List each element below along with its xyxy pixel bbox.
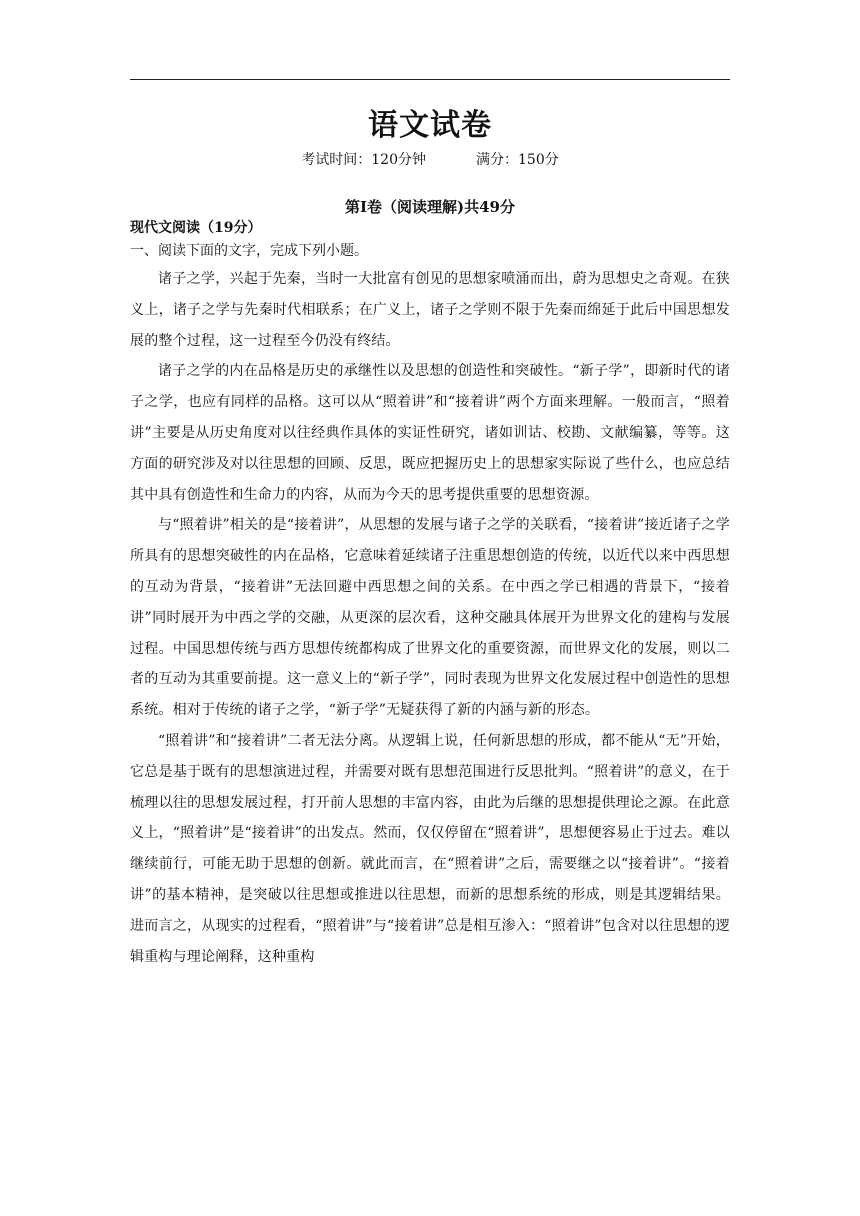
passage-paragraph: 与“照着讲”相关的是“接着讲”，从思想的发展与诸子之学的关联看，“接着讲”接近诸子之学所具有的思想突破性的内在品格，它意味着延续诸子注重思想创造的传统，以近代以来中西思想的互动为背景，“接着讲”无法回避中西思想之间的关系。在中西之学已相遇的背景下，“接着讲”同时展开为中西之学的交融，从更深的层次看，这种交融具体展开为世界文化的建构与发展过程。中国思想传统与西方思想传统都构成了世界文化的重要资源，而世界文化的发展，则以二者的互动为其重要前提。这一意义上的“新子学”，同时表现为世界文化发展过程中创造性的思想系统。相对于传统的诸子之学，“新子学”无疑获得了新的内涵与新的形态。 bbox=[130, 517, 730, 719]
question-instruction: 一、阅读下面的文字，完成下列小题。 bbox=[130, 243, 368, 259]
document-title: 语文试卷 bbox=[368, 108, 492, 143]
full-score: 满分：150分 bbox=[476, 152, 559, 168]
section-header: 第Ⅰ卷（阅读理解)共49分 bbox=[345, 198, 515, 216]
exam-time: 考试时间：120分钟 bbox=[301, 152, 426, 168]
passage-paragraph: 诸子之学的内在品格是历史的承继性以及思想的创造性和突破性。“新子学”，即新时代的诸子之学，也应有同样的品格。这可以从“照着讲”和“接着讲”两个方面来理解。一般而言，“照着讲”主要是从历史角度对以往经典作具体的实证性研究，诸如训诂、校勘、文献编纂，等等。这方面的研究涉及对以往思想的回顾、反思，既应把握历史上的思想家实际说了些什么，也应总结其中具有创造性和生命力的内容，从而为今天的思考提供重要的思想资源。 bbox=[130, 363, 730, 503]
exam-info bbox=[130, 150, 730, 170]
subsection-title: 现代文阅读（19分） bbox=[130, 220, 262, 236]
passage-paragraph: 诸子之学，兴起于先秦，当时一大批富有创见的思想家喷涌而出，蔚为思想史之奇观。在狭义上，诸子之学与先秦时代相联系；在广义上，诸子之学则不限于先秦而绵延于此后中国思想发展的整个过程，这一过程至今仍没有终结。 bbox=[130, 271, 730, 349]
passage-paragraph: “照着讲”和“接着讲”二者无法分离。从逻辑上说，任何新思想的形成，都不能从“无”开始，它总是基于既有的思想演进过程，并需要对既有思想范围进行反思批判。“照着讲”的意义，在于梳理以往的思想发展过程，打开前人思想的丰富内容，由此为后继的思想提供理论之源。在此意义上，“照着讲”是“接着讲”的出发点。然而，仅仅停留在“照着讲”，思想便容易止于过去。难以继续前行，可能无助于思想的创新。就此而言，在“照着讲”之后，需要继之以“接着讲”。“接着讲”的基本精神，是突破以往思想或推进以往思想，而新的思想系统的形成，则是其逻辑结果。进而言之，从现实的过程看，“照着讲”与“接着讲”总是相互渗入：“照着讲”包含对以往思想的逻辑重构与理论阐释，这种重构 bbox=[130, 732, 730, 965]
header-rule bbox=[130, 79, 730, 80]
reading-passage bbox=[130, 264, 730, 972]
